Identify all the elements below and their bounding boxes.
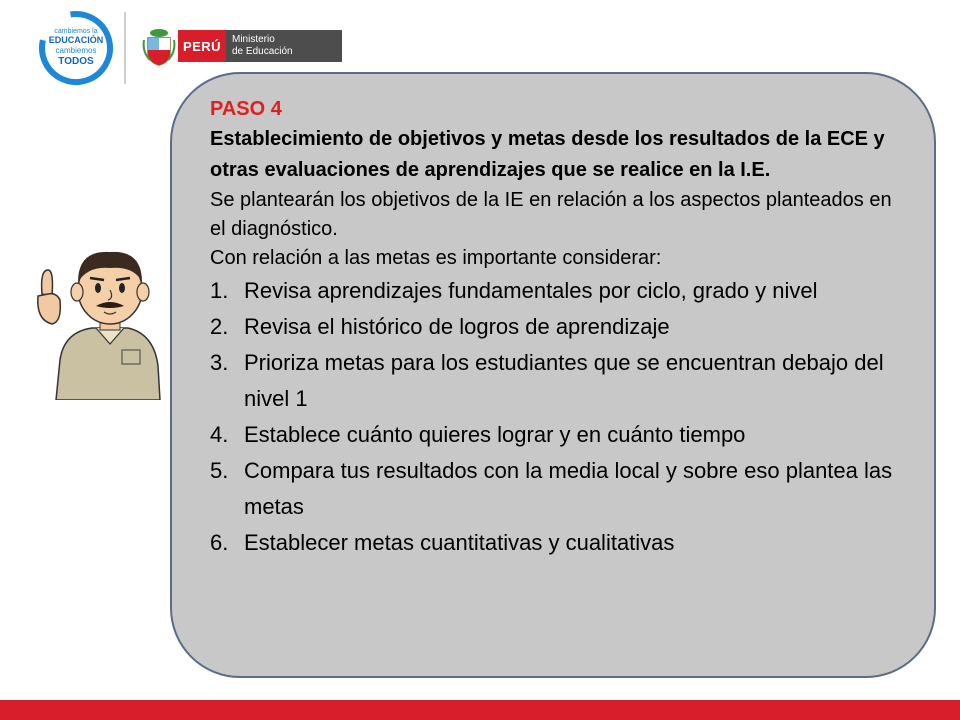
list-item	[210, 525, 910, 561]
list-item	[210, 309, 910, 345]
ministry-label	[226, 30, 342, 62]
coat-of-arms-icon	[142, 26, 176, 66]
list-item-text: Prioriza metas para los estudiantes que se encuentran debajo del nivel 1	[244, 350, 884, 411]
panel-content	[210, 96, 910, 561]
logo-line-3: cambiemos	[55, 46, 97, 55]
list-item-text: Revisa el histórico de logros de aprendizaje	[244, 314, 670, 339]
peru-label: PERÚ	[178, 30, 226, 62]
step-heading: Establecimiento de objetivos y metas desde los resultados de la ECE y otras evaluaciones de aprendizajes que se realice en la I.E.	[210, 128, 885, 181]
objectives-intro: Se plantearán los objetivos de la IE en relación a los aspectos planteados en el diagnóstico.	[210, 189, 892, 240]
list-item-text: Compara tus resultados con la media local y sobre eso plantea las metas	[244, 458, 893, 519]
logo-line-4: TODOS	[58, 56, 94, 67]
list-item-text: Revisa aprendizajes fundamentales por ciclo, grado y nivel	[244, 278, 818, 303]
step-label: PASO 4	[210, 98, 282, 120]
logo-divider	[124, 12, 126, 84]
logo-line-1: cambiemos la	[54, 28, 98, 35]
metas-list	[210, 273, 910, 561]
list-item-text: Establece cuánto quieres lograr y en cuánto tiempo	[244, 422, 746, 447]
list-item-number: 5.	[210, 458, 229, 483]
list-item-text: Establecer metas cuantitativas y cualitativas	[244, 530, 675, 555]
campaign-logo	[36, 8, 116, 88]
list-item-number: 6.	[210, 530, 229, 555]
list-item	[210, 273, 910, 309]
list-item-number: 4.	[210, 422, 229, 447]
list-item	[210, 453, 910, 525]
logo-line-2: EDUCACIÓN	[48, 35, 104, 45]
ministry-line-2: de Educación	[232, 46, 293, 57]
ministry-line-1: Ministerio	[232, 34, 275, 45]
list-item	[210, 417, 910, 453]
teacher-character-illustration	[30, 240, 170, 400]
metas-intro: Con relación a las metas es importante considerar:	[210, 247, 662, 269]
list-item-number: 2.	[210, 314, 229, 339]
list-item-number: 3.	[210, 350, 229, 375]
list-item-number: 1.	[210, 278, 229, 303]
footer-red-bar	[0, 700, 960, 720]
list-item	[210, 345, 910, 417]
